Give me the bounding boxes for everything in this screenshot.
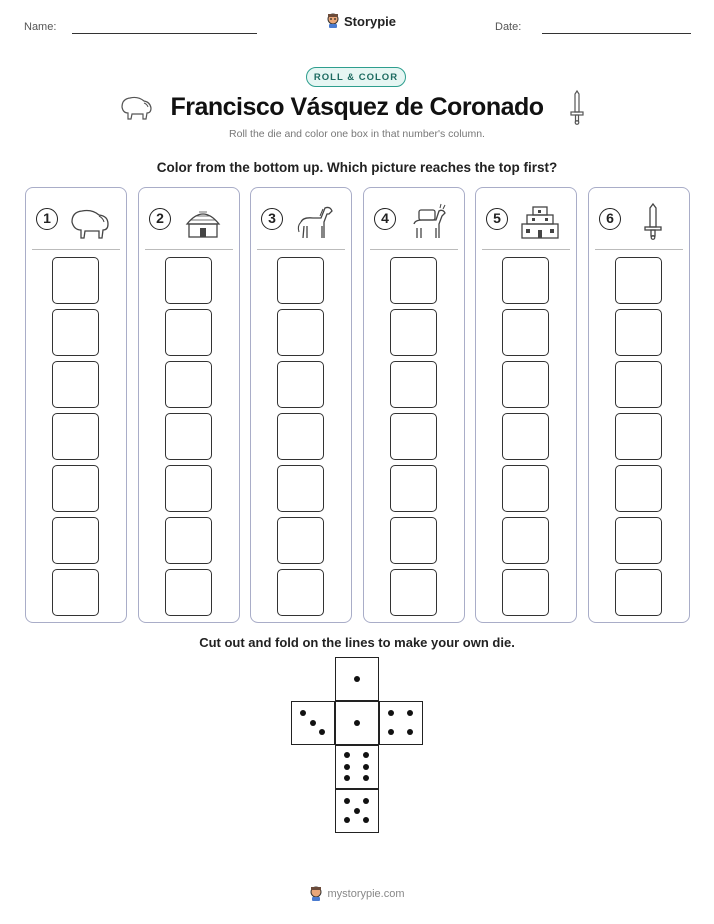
date-label: Date: xyxy=(495,21,522,33)
column-header xyxy=(589,202,689,240)
color-box[interactable] xyxy=(615,569,662,616)
date-line[interactable] xyxy=(542,33,691,34)
column-header xyxy=(476,202,576,240)
die-pip xyxy=(363,798,369,804)
storypie-mascot-icon xyxy=(326,13,340,29)
color-box[interactable] xyxy=(165,517,212,564)
color-box[interactable] xyxy=(277,257,324,304)
color-box[interactable] xyxy=(52,413,99,460)
color-box[interactable] xyxy=(165,309,212,356)
color-box[interactable] xyxy=(615,361,662,408)
color-box[interactable] xyxy=(277,309,324,356)
die-face-6 xyxy=(335,745,379,789)
color-box[interactable] xyxy=(390,361,437,408)
color-box[interactable] xyxy=(502,465,549,512)
color-box[interactable] xyxy=(277,413,324,460)
die-pip xyxy=(354,720,360,726)
die-pip xyxy=(388,710,394,716)
column-divider xyxy=(32,249,120,250)
color-box[interactable] xyxy=(502,517,549,564)
die-pip xyxy=(310,720,316,726)
color-box[interactable] xyxy=(615,517,662,564)
die-pip xyxy=(354,808,360,814)
column-divider xyxy=(257,249,345,250)
column-2 xyxy=(138,187,240,623)
color-box[interactable] xyxy=(390,569,437,616)
column-header xyxy=(251,202,351,240)
column-divider xyxy=(145,249,233,250)
column-3 xyxy=(250,187,352,623)
column-number: 6 xyxy=(599,208,621,230)
pack-mule-icon xyxy=(406,202,450,240)
column-header xyxy=(139,202,239,240)
color-box[interactable] xyxy=(615,257,662,304)
color-box[interactable] xyxy=(277,569,324,616)
column-number: 3 xyxy=(261,208,283,230)
column-divider xyxy=(482,249,570,250)
color-box[interactable] xyxy=(52,569,99,616)
sword-icon xyxy=(631,202,675,240)
column-6 xyxy=(588,187,690,623)
color-box[interactable] xyxy=(52,257,99,304)
die-face-1 xyxy=(335,701,379,745)
column-number: 4 xyxy=(374,208,396,230)
bison-icon xyxy=(68,202,112,240)
column-divider xyxy=(595,249,683,250)
column-number: 5 xyxy=(486,208,508,230)
color-box[interactable] xyxy=(277,465,324,512)
column-number: 1 xyxy=(36,208,58,230)
die-face-3 xyxy=(291,701,335,745)
color-box[interactable] xyxy=(52,361,99,408)
footer xyxy=(0,886,714,902)
color-box[interactable] xyxy=(165,569,212,616)
die-pip xyxy=(300,710,306,716)
color-box[interactable] xyxy=(165,361,212,408)
die-pip xyxy=(344,752,350,758)
die-pip xyxy=(363,752,369,758)
storypie-mascot-icon xyxy=(309,886,323,902)
color-box[interactable] xyxy=(390,309,437,356)
die-pip xyxy=(344,764,350,770)
die-pip xyxy=(363,764,369,770)
page-title: Francisco Vásquez de Coronado xyxy=(170,93,544,121)
color-box[interactable] xyxy=(390,413,437,460)
die-face-4 xyxy=(379,701,423,745)
hut-icon xyxy=(181,202,225,240)
horse-icon xyxy=(293,202,337,240)
color-box[interactable] xyxy=(390,465,437,512)
color-box[interactable] xyxy=(615,309,662,356)
pueblo-icon xyxy=(518,202,562,240)
column-1 xyxy=(25,187,127,623)
column-4 xyxy=(363,187,465,623)
brand-name: Storypie xyxy=(344,13,397,29)
color-box[interactable] xyxy=(502,309,549,356)
die-instruction: Cut out and fold on the lines to make your own die. xyxy=(199,635,515,650)
name-label: Name: xyxy=(24,21,57,33)
die-pip xyxy=(319,729,325,735)
column-header xyxy=(364,202,464,240)
die-pip xyxy=(344,817,350,823)
color-box[interactable] xyxy=(615,465,662,512)
column-number: 2 xyxy=(149,208,171,230)
color-box[interactable] xyxy=(165,257,212,304)
color-box[interactable] xyxy=(52,309,99,356)
brand-logo xyxy=(326,13,396,29)
color-box[interactable] xyxy=(502,413,549,460)
color-box[interactable] xyxy=(502,361,549,408)
color-box[interactable] xyxy=(502,569,549,616)
color-box[interactable] xyxy=(277,361,324,408)
activity-badge: ROLL & COLOR xyxy=(306,67,406,87)
die-pip xyxy=(344,775,350,781)
color-box[interactable] xyxy=(502,257,549,304)
die-pip xyxy=(354,676,360,682)
die-face-5 xyxy=(335,789,379,833)
die-pip xyxy=(407,729,413,735)
color-box[interactable] xyxy=(52,517,99,564)
sword-icon xyxy=(569,89,585,125)
color-box[interactable] xyxy=(277,517,324,564)
page-subtitle: Roll the die and color one box in that number's column. xyxy=(229,128,485,140)
die-pip xyxy=(363,775,369,781)
die-pip xyxy=(363,817,369,823)
color-box[interactable] xyxy=(165,465,212,512)
color-box[interactable] xyxy=(165,413,212,460)
column-header xyxy=(26,202,126,240)
die-face-1 xyxy=(335,657,379,701)
name-line[interactable] xyxy=(72,33,257,34)
color-box[interactable] xyxy=(615,413,662,460)
color-box[interactable] xyxy=(52,465,99,512)
color-box[interactable] xyxy=(390,257,437,304)
column-divider xyxy=(370,249,458,250)
die-pip xyxy=(407,710,413,716)
color-box[interactable] xyxy=(390,517,437,564)
column-5 xyxy=(475,187,577,623)
die-pip xyxy=(344,798,350,804)
footer-url[interactable]: mystorypie.com xyxy=(327,888,405,900)
coloring-instruction: Color from the bottom up. Which picture reaches the top first? xyxy=(156,160,558,175)
die-pip xyxy=(388,729,394,735)
